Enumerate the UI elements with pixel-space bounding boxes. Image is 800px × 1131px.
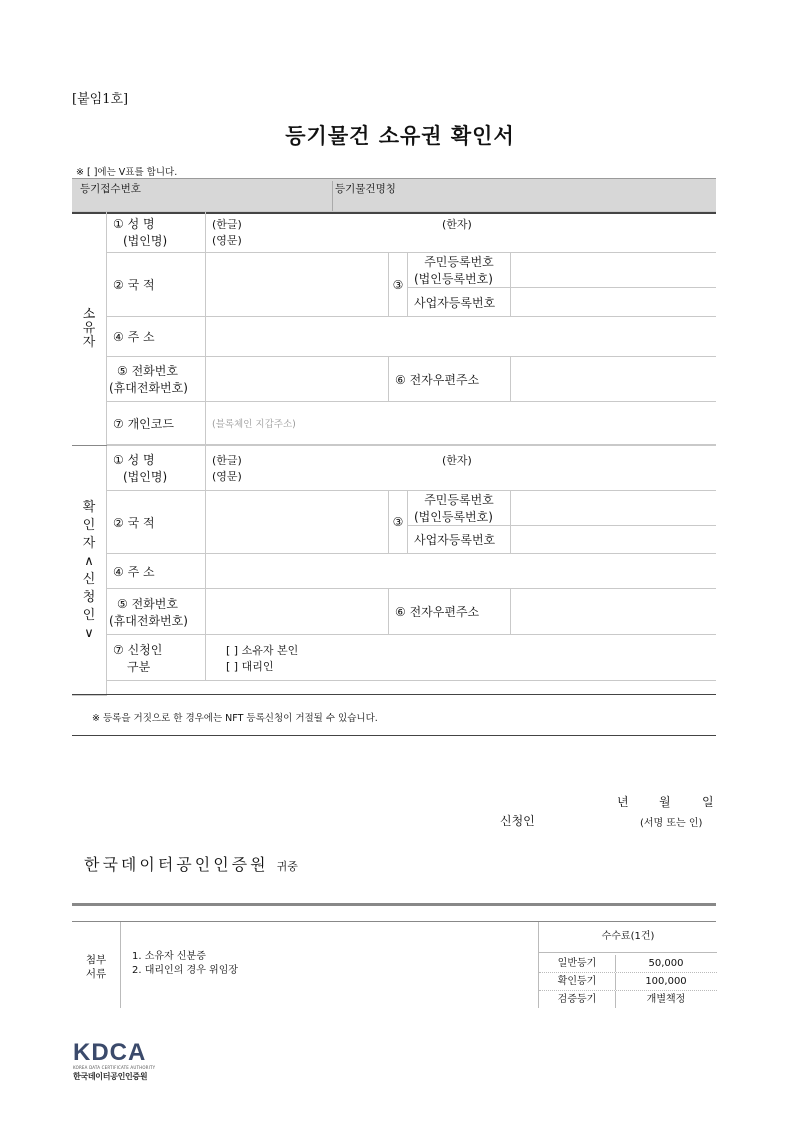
owner-resident-number-field[interactable]	[511, 253, 717, 288]
applicant-type-label: ⑦ 신청인 구분	[107, 635, 206, 681]
owner-code-label: ⑦ 개인코드	[107, 402, 206, 445]
divider-top	[72, 694, 716, 695]
fee-row: 일반등기 50,000	[539, 955, 717, 973]
option-agent-checkbox[interactable]: [ ] 대리인	[226, 659, 274, 673]
applicant-nationality-label: ② 국 적	[107, 491, 206, 554]
owner-business-number-label: 사업자등록번호	[408, 288, 511, 317]
logo-subtitle: KOREA DATA CERTIFICATE AUTHORITY	[73, 1065, 156, 1070]
logo-name: 한국데이터공인인증원	[73, 1072, 148, 1081]
recipient-organization	[84, 852, 298, 875]
date-month-label: 월	[659, 795, 671, 809]
owner-business-number-field[interactable]	[511, 288, 717, 317]
applicant-section-char: 인	[82, 517, 96, 533]
owner-phone-label: ⑤ 전화번호 (휴대전화번호)	[107, 357, 206, 402]
organization-suffix: 귀중	[276, 860, 298, 873]
option-owner-checkbox[interactable]: [ ] 소유자 본인	[226, 643, 299, 657]
application-table	[72, 211, 716, 696]
item-name-label: 등기물건명칭	[332, 181, 396, 212]
applicant-phone-label: ⑤ 전화번호 (휴대전화번호)	[107, 589, 206, 635]
applicant-section-char: ∨	[84, 625, 94, 641]
wallet-hint: (블록체인 지갑주소)	[212, 419, 296, 430]
date-year-label: 년	[617, 795, 629, 809]
instruction-note: ※ [ ]에는 V표를 합니다.	[76, 167, 178, 178]
document-title: 등기물건 소유권 확인서	[285, 124, 515, 148]
owner-name-label: ① 성 명 (법인명)	[107, 212, 206, 253]
header-bar	[72, 178, 716, 214]
applicant-section-label	[72, 446, 107, 696]
applicant-business-number-field[interactable]	[511, 526, 717, 554]
form-number: [붙임1호]	[72, 92, 129, 107]
attachments-table	[72, 921, 716, 1008]
applicant-section-char: ∧	[84, 553, 94, 569]
fee-table	[538, 922, 717, 1008]
owner-section-label	[72, 212, 107, 446]
applicant-business-number-label: 사업자등록번호	[408, 526, 511, 554]
applicant-email-field[interactable]	[511, 589, 717, 635]
owner-section-char: 유	[82, 320, 96, 336]
date-day-label: 일	[702, 795, 714, 809]
applicant-phone-field[interactable]	[206, 589, 389, 635]
attachments-label: 첨부 서류	[72, 922, 121, 1008]
kdca-logo	[73, 1039, 156, 1082]
applicant-section-char: 확	[82, 499, 96, 515]
applicant-section-char: 신	[82, 571, 96, 587]
applicant-section-char: 자	[82, 535, 96, 551]
owner-id-number-label: ③	[389, 253, 408, 317]
owner-address-field[interactable]	[206, 317, 717, 357]
applicant-resident-number-label: 주민등록번호 (법인등록번호)	[408, 491, 511, 526]
owner-code-field[interactable]	[206, 402, 717, 445]
owner-resident-number-label: 주민등록번호 (법인등록번호)	[408, 253, 511, 288]
applicant-name-label: ① 성 명 (법인명)	[107, 446, 206, 491]
divider-bottom	[72, 735, 716, 736]
applicant-address-field[interactable]	[206, 554, 717, 589]
fee-row: 검증등기 개별책정	[539, 991, 717, 1008]
applicant-section-char: 인	[82, 607, 96, 623]
attachments-list	[132, 950, 238, 978]
applicant-email-label: ⑥ 전자우편주소	[389, 589, 511, 635]
owner-email-field[interactable]	[511, 357, 717, 402]
applicant-resident-number-field[interactable]	[511, 491, 717, 526]
thick-divider	[72, 903, 716, 906]
registration-number-label: 등기접수번호	[80, 183, 141, 195]
logo-mark: KDCA	[73, 1039, 147, 1066]
fee-header: 수수료(1건)	[539, 922, 717, 953]
owner-phone-field[interactable]	[206, 357, 389, 402]
applicant-type-options[interactable]	[206, 635, 717, 681]
owner-nationality-field[interactable]	[206, 253, 389, 317]
organization-name: 한국데이터공인인증원	[84, 855, 269, 874]
false-registration-note: ※ 등록을 거짓으로 한 경우에는 NFT 등록신청이 거절될 수 있습니다.	[92, 713, 378, 724]
fee-row: 확인등기 100,000	[539, 973, 717, 991]
owner-name-field[interactable]: (한글) (한자) (영문)	[206, 212, 717, 253]
applicant-sign-label: 신청인	[500, 814, 535, 828]
applicant-section-char: 청	[82, 589, 96, 605]
attachment-item: 1. 소유자 신분증	[132, 951, 206, 962]
applicant-nationality-field[interactable]	[206, 491, 389, 554]
applicant-address-label: ④ 주 소	[107, 554, 206, 589]
applicant-name-field[interactable]: (한글) (한자) (영문)	[206, 446, 717, 491]
owner-nationality-label: ② 국 적	[107, 253, 206, 317]
owner-email-label: ⑥ 전자우편주소	[389, 357, 511, 402]
owner-address-label: ④ 주 소	[107, 317, 206, 357]
applicant-id-number-label: ③	[389, 491, 408, 554]
attachment-item: 2. 대리인의 경우 위임장	[132, 965, 239, 976]
owner-section-char: 소	[82, 306, 96, 322]
owner-section-char: 자	[82, 334, 96, 350]
signature-field[interactable]: (서명 또는 인)	[640, 818, 703, 829]
